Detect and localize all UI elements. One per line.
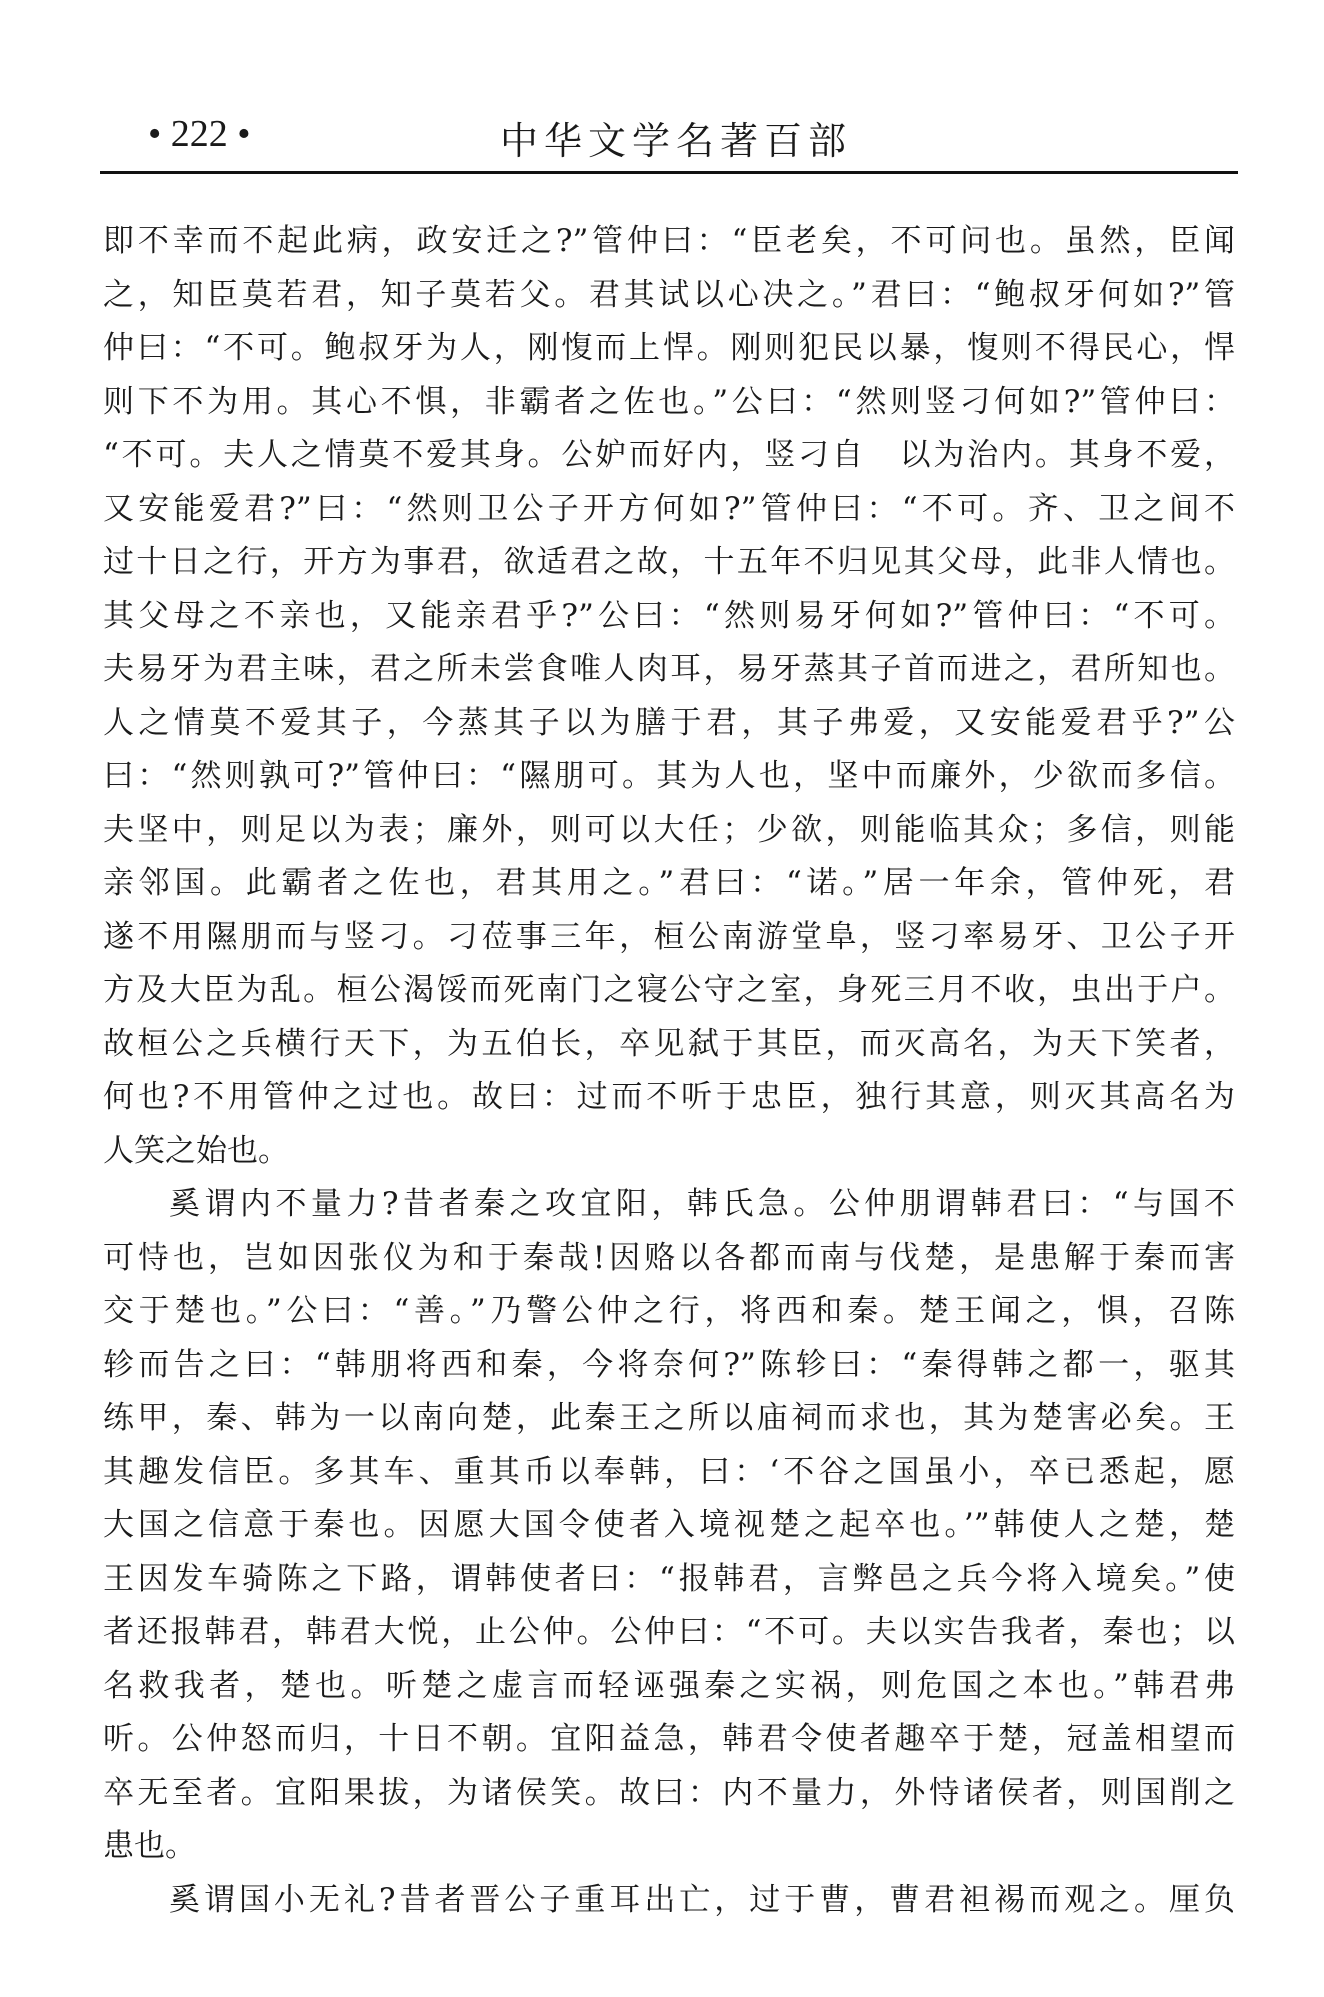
page-number: • 222 • <box>148 113 251 155</box>
book-title: 中华文学名著百部 <box>500 119 853 163</box>
text-line: 其父母之不亲也，又能亲君乎?”公曰：“然则易牙何如?”管仲曰：“不可。 <box>103 597 1235 634</box>
text-line: 则下不为用。其心不惧，非霸者之佐也。”公曰：“然则竖刁何如?”管仲曰： <box>103 383 1235 420</box>
header-rule <box>100 171 1238 174</box>
text-line: 交于楚也。”公曰：“善。”乃警公仲之行，将西和秦。楚王闻之，惧，召陈 <box>103 1293 1235 1329</box>
text-line: 亲邻国。此霸者之佐也，君其用之。”君曰：“诺。”居一年余，管仲死，君 <box>103 865 1235 901</box>
text-line: “不可。夫人之情莫不爱其身。公妒而好内，竖刁自 以为治内。其身不爱， <box>103 437 1235 473</box>
text-line: 夫坚中，则足以为表；廉外，则可以大任；少欲，则能临其众；多信，则能 <box>103 811 1235 848</box>
text-line: 卒无至者。宜阳果拔，为诸侯笑。故曰：内不量力，外恃诸侯者，则国削之 <box>103 1774 1235 1811</box>
text-line: 夫易牙为君主味，君之所未尝食唯人肉耳，易牙蒸其子首而进之，君所知也。 <box>103 651 1235 687</box>
text-line: 人笑之始也。 <box>103 1132 289 1169</box>
text-line: 练甲，秦、韩为一以南向楚，此秦王之所以庙祠而求也，其为楚害必矣。王 <box>103 1400 1235 1436</box>
text-line: 曰：“然则孰可?”管仲曰：“隰朋可。其为人也，坚中而廉外，少欲而多信。 <box>103 758 1235 794</box>
text-line: 何也?不用管仲之过也。故曰：过而不听于忠臣，独行其意，则灭其高名为 <box>103 1079 1235 1115</box>
text-line: 人之情莫不爱其子，今蒸其子以为膳于君，其子弗爱，又安能爱君乎?”公 <box>103 704 1235 741</box>
text-line: 即不幸而不起此病，政安迁之?”管仲曰：“臣老矣，不可问也。虽然，臣闻 <box>103 223 1235 259</box>
text-line: 遂不用隰朋而与竖刁。刁莅事三年，桓公南游堂阜，竖刁率易牙、卫公子开 <box>103 918 1235 955</box>
text-line: 名救我者，楚也。听楚之虚言而轻诬强秦之实祸，则危国之本也。”韩君弗 <box>103 1667 1235 1704</box>
text-line: 者还报韩君，韩君大悦，止公仲。公仲曰：“不可。夫以实告我者，秦也；以 <box>103 1614 1235 1650</box>
text-line: 过十日之行，开方为事君，欲适君之故，十五年不归见其父母，此非人情也。 <box>103 544 1235 580</box>
text-line: 奚谓内不量力?昔者秦之攻宜阳，韩氏急。公仲朋谓韩君曰：“与国不 <box>169 1186 1235 1222</box>
text-line: 听。公仲怒而归，十日不朝。宜阳益急，韩君令使者趣卒于楚，冠盖相望而 <box>103 1721 1235 1757</box>
text-line: 故桓公之兵横行天下，为五伯长，卒见弑于其臣，而灭高名，为天下笑者， <box>103 1025 1235 1062</box>
page-body-text <box>103 215 1235 1927</box>
text-line: 王因发车骑陈之下路，谓韩使者曰：“报韩君，言弊邑之兵今将入境矣。”使 <box>103 1560 1235 1597</box>
text-line: 可恃也，岂如因张仪为和于秦哉!因赂以各都而南与伐楚，是患解于秦而害 <box>103 1239 1235 1276</box>
text-line: 其趣发信臣。多其车、重其币以奉韩，曰：‘不谷之国虽小，卒已悉起，愿 <box>103 1453 1235 1490</box>
text-line: 大国之信意于秦也。因愿大国令使者入境视楚之起卒也。’”韩使人之楚，楚 <box>103 1507 1235 1543</box>
text-line: 之，知臣莫若君，知子莫若父。君其试以心决之。”君曰：“鲍叔牙何如?”管 <box>103 276 1235 313</box>
text-line: 奚谓国小无礼?昔者晋公子重耳出亡，过于曹，曹君袒裼而观之。厘负 <box>169 1881 1235 1918</box>
text-line: 轸而告之曰：“韩朋将西和秦，今将奈何?”陈轸曰：“秦得韩之都一，驱其 <box>103 1346 1235 1383</box>
text-line: 方及大臣为乱。桓公渴馁而死南门之寝公守之室，身死三月不收，虫出于户。 <box>103 972 1235 1008</box>
text-line: 患也。 <box>103 1828 196 1864</box>
text-line: 仲曰：“不可。鲍叔牙为人，刚愎而上悍。刚则犯民以暴，愎则不得民心，悍 <box>103 330 1235 366</box>
text-line: 又安能爱君?”曰：“然则卫公子开方何如?”管仲曰：“不可。齐、卫之间不 <box>103 490 1235 527</box>
